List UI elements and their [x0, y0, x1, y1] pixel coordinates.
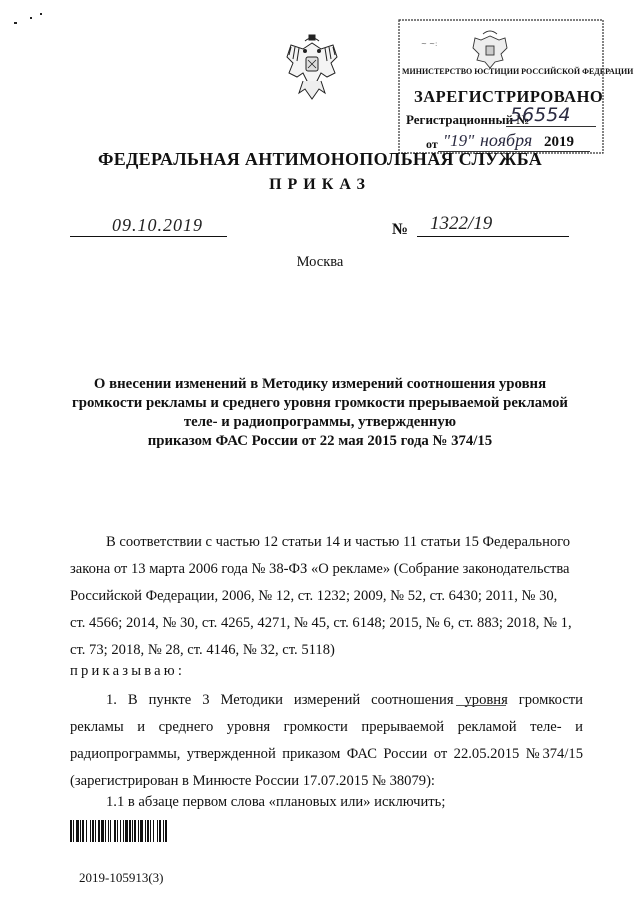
paragraph-line: закона от 13 марта 2006 года № 38-ФЗ «О рекламе» (Собрание законодательства	[70, 561, 570, 577]
stamp-ministry-name: МИНИСТЕРСТВО ЮСТИЦИИ РОССИЙСКОЙ ФЕДЕРАЦИИ	[402, 66, 634, 76]
scan-speck	[40, 13, 42, 15]
order-date: 09.10.2019	[112, 215, 203, 235]
number-underline	[417, 236, 569, 237]
barcode-bar	[86, 820, 87, 842]
date-underline	[70, 236, 227, 237]
barcode-bar	[92, 820, 94, 842]
stamp-underline	[506, 126, 596, 127]
paragraph-line: ст. 73; 2018, № 28, ст. 4146, № 32, ст. 5118)	[70, 642, 335, 658]
barcode-bar	[153, 820, 154, 842]
barcode	[70, 820, 218, 842]
barcode-bar	[120, 820, 121, 842]
barcode-bar	[138, 820, 139, 842]
barcode-bar	[80, 820, 81, 842]
barcode-bar	[159, 820, 161, 842]
barcode-bar	[125, 820, 128, 842]
barcode-bar	[140, 820, 143, 842]
barcode-bar	[123, 820, 124, 842]
barcode-bar	[150, 820, 151, 842]
pen-mark	[456, 705, 506, 706]
barcode-bar	[117, 820, 118, 842]
barcode-bar	[73, 820, 74, 842]
paragraph-line: радиопрограммы, утвержденной приказом ФАС России от 22.05.2015 №374/15	[70, 746, 583, 762]
stamp-date-month: ноября	[480, 130, 533, 150]
barcode-bar	[145, 820, 146, 842]
paragraph-line: рекламы и среднего уровня громкости прерываемой рекламой теле- и	[70, 719, 583, 735]
scan-speck	[30, 17, 32, 19]
agency-name: ФЕДЕРАЛЬНАЯ АНТИМОНОПОЛЬНАЯ СЛУЖБА	[97, 149, 543, 169]
barcode-bar	[76, 820, 79, 842]
barcode-bar	[108, 820, 109, 842]
stamp-reg-number: 56554	[510, 104, 571, 126]
barcode-bar	[105, 820, 106, 842]
document-code: 2019-105913(3)	[79, 870, 164, 885]
scan-speck	[14, 22, 17, 24]
order-subject	[70, 375, 570, 451]
subject-line: теле- и радиопрограммы, утвержденную	[183, 414, 457, 430]
stamp-date-year: 2019	[544, 134, 574, 150]
barcode-bar	[95, 820, 96, 842]
coat-of-arms-emblem	[283, 33, 341, 101]
stamp-registered-label: ЗАРЕГИСТРИРОВАНО	[414, 87, 604, 106]
stamp-date-from: от	[426, 137, 438, 151]
barcode-bar	[98, 820, 100, 842]
barcode-bar	[82, 820, 84, 842]
barcode-bar	[134, 820, 136, 842]
barcode-bar	[101, 820, 104, 842]
paragraph-line: Российской Федерации, 2006, № 12, ст. 1232; 2009, № 52, ст. 6430; 2011, № 30,	[70, 588, 558, 604]
stamp-date-day: "19"	[443, 131, 475, 150]
barcode-bar	[163, 820, 164, 842]
order-number-sign: №	[392, 221, 409, 238]
paragraph-line: В соответствии с частью 12 статьи 14 и частью 11 статьи 15 Федерального	[106, 534, 571, 550]
order-word: приказываю:	[70, 663, 186, 679]
barcode-bar	[90, 820, 91, 842]
subject-line: громкости рекламы и среднего уровня громкости прерываемой рекламой	[72, 395, 568, 411]
barcode-bar	[129, 820, 131, 842]
barcode-bar	[70, 820, 72, 842]
preamble-paragraph	[70, 529, 583, 664]
order-title: ПРИКАЗ	[269, 176, 371, 193]
order-number: 1322/19	[430, 213, 493, 234]
barcode-bar	[165, 820, 167, 842]
barcode-bar	[114, 820, 116, 842]
svg-text:~ ~:: ~ ~:	[421, 40, 438, 48]
subject-line: О внесении изменений в Методику измерений соотношения уровня	[93, 376, 547, 392]
stamp-reg-number-label: Регистрационный №	[406, 112, 530, 127]
clause-1-paragraph	[70, 687, 583, 795]
barcode-bar	[132, 820, 133, 842]
barcode-bar	[147, 820, 149, 842]
subject-line: приказом ФАС России от 22 мая 2015 года № 374/15	[147, 433, 493, 449]
clause-1-1: 1.1 в абзаце первом слова «плановых или» исключить;	[106, 794, 446, 810]
paragraph-line: ст. 4566; 2014, № 30, ст. 4265, 4271, № 45, ст. 6148; 2015, № 6, ст. 883; 2018, № 1,	[70, 615, 572, 631]
paragraph-line: 1. В пункте 3 Методики измерений соотношения уровня громкости	[106, 692, 583, 708]
barcode-bar	[110, 820, 111, 842]
barcode-bar	[157, 820, 158, 842]
paragraph-line: (зарегистрирован в Минюсте России 17.07.2015 № 38079):	[70, 773, 435, 789]
city: Москва	[296, 254, 344, 270]
